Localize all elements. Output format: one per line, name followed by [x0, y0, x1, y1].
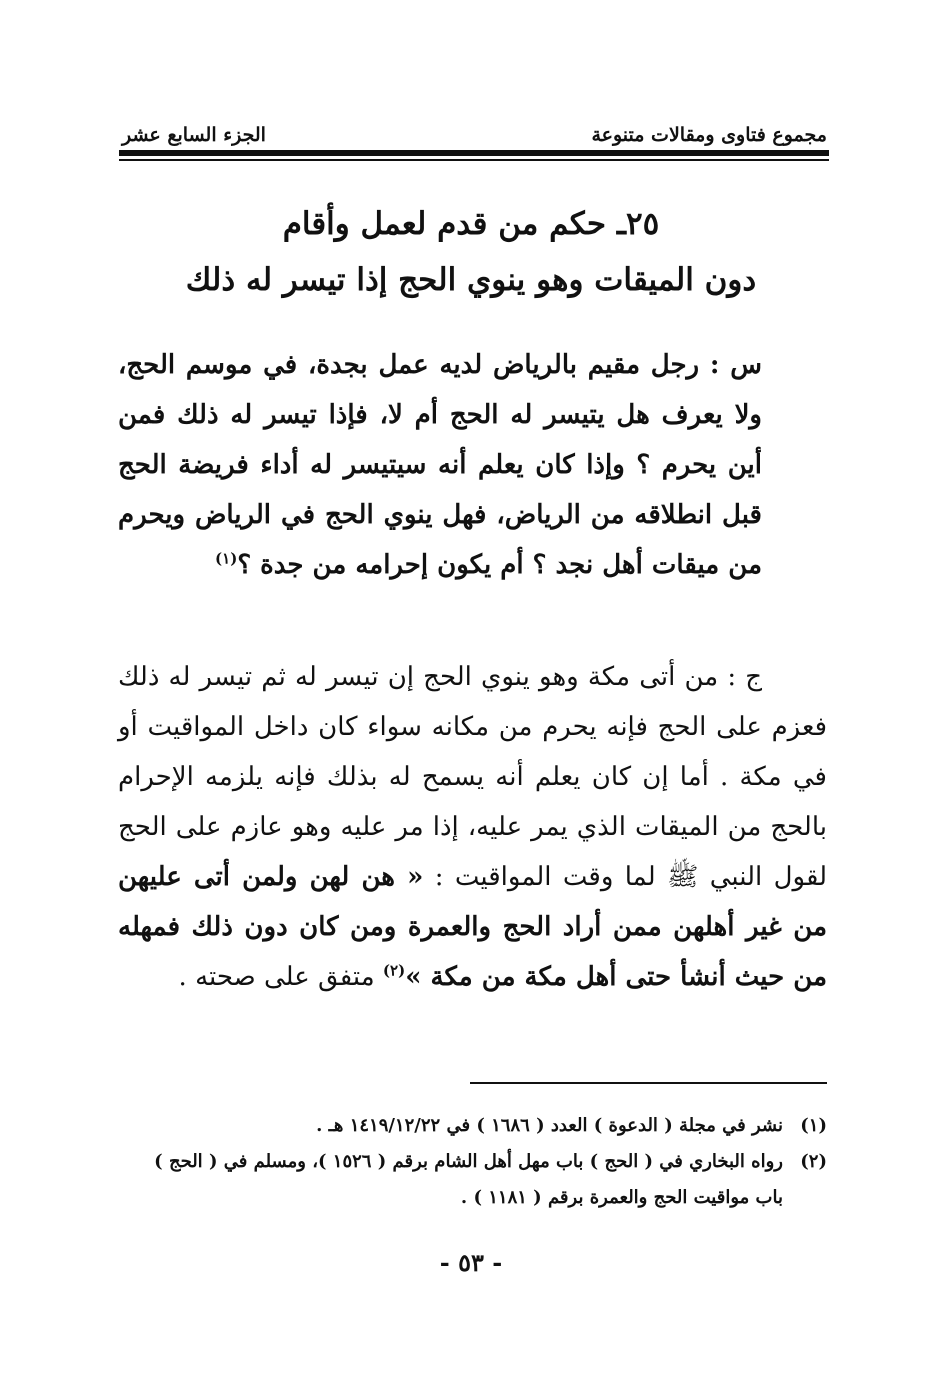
footnote-item	[125, 1144, 827, 1216]
footnote-number: (٢)	[800, 1151, 827, 1172]
footnote-marker-1[interactable]: (١)	[215, 549, 238, 568]
footnote-marker-2[interactable]: (٢)	[382, 961, 406, 980]
running-header	[122, 112, 827, 146]
question-paragraph	[118, 340, 762, 590]
question-text: س : رجل مقيم بالرياض لديه عمل بجدة، في موسم الحج، ولا يعرف هل يتيسر له الحج أم لا، فإذا تيسر له ذلك فمن أين يحرم ؟ وإذا كان يعلم أنه سيتيسر له أداء فريضة الحج قبل انطلاقه من الرياض، فهل ينوي الحج في الرياض ويحرم من ميقات أهل نجد ؟ أم يكون إحرامه من جدة ؟	[118, 350, 762, 580]
footnotes	[125, 1108, 827, 1216]
footnote-item	[125, 1108, 827, 1144]
answer-text-part-2: متفق على صحته .	[178, 962, 383, 992]
answer-text-part-1: ج : من أتى مكة وهو ينوي الحج إن تيسر له ثم تيسر له ذلك فعزم على الحج فإنه يحرم من مكانه سواء كان داخل المواقيت أو في مكة . أما إن كان يعلم أنه يسمح له بذلك فإنه يلزمه الإحرام بالحج من الميقات الذي يمر عليه، إذا مر عليه وهو عازم على الحج لقول النبي ﷺ لما وقت المواقيت :	[118, 662, 828, 892]
footnote-text: نشر في مجلة ( الدعوة ) العدد ( ١٦٨٦ ) في ١٤١٩/١٢/٢٢ هـ .	[316, 1115, 783, 1136]
footnote-separator	[470, 1082, 827, 1084]
book-title: مجموع فتاوى ومقالات متنوعة	[591, 124, 827, 146]
chapter-title	[140, 196, 802, 308]
footnote-text: رواه البخاري في ( الحج ) باب مهل أهل الشام برقم ( ١٥٢٦ )، ومسلم في ( الحج ) باب مواقيت الحج والعمرة برقم ( ١١٨١ ) .	[154, 1151, 783, 1208]
answer-paragraph	[118, 652, 827, 1002]
chapter-title-line-1: ٢٥ـ حكم من قدم لعمل وأقام	[282, 206, 660, 242]
hadith-quote: « هن لهن ولمن أتى عليهن من غير أهلهن ممن أراد الحج والعمرة ومن كان دون ذلك فمهله من حيث أنشأ حتى أهل مكة من مكة »	[118, 862, 827, 992]
header-rule-thin	[119, 159, 829, 161]
header-rule-thick	[119, 150, 829, 156]
volume-label: الجزء السابع عشر	[122, 124, 266, 146]
page-number: - ٥٣ -	[439, 1248, 503, 1277]
chapter-title-line-2: دون الميقات وهو ينوي الحج إذا تيسر له ذلك	[185, 262, 757, 298]
footnote-number: (١)	[800, 1115, 827, 1136]
